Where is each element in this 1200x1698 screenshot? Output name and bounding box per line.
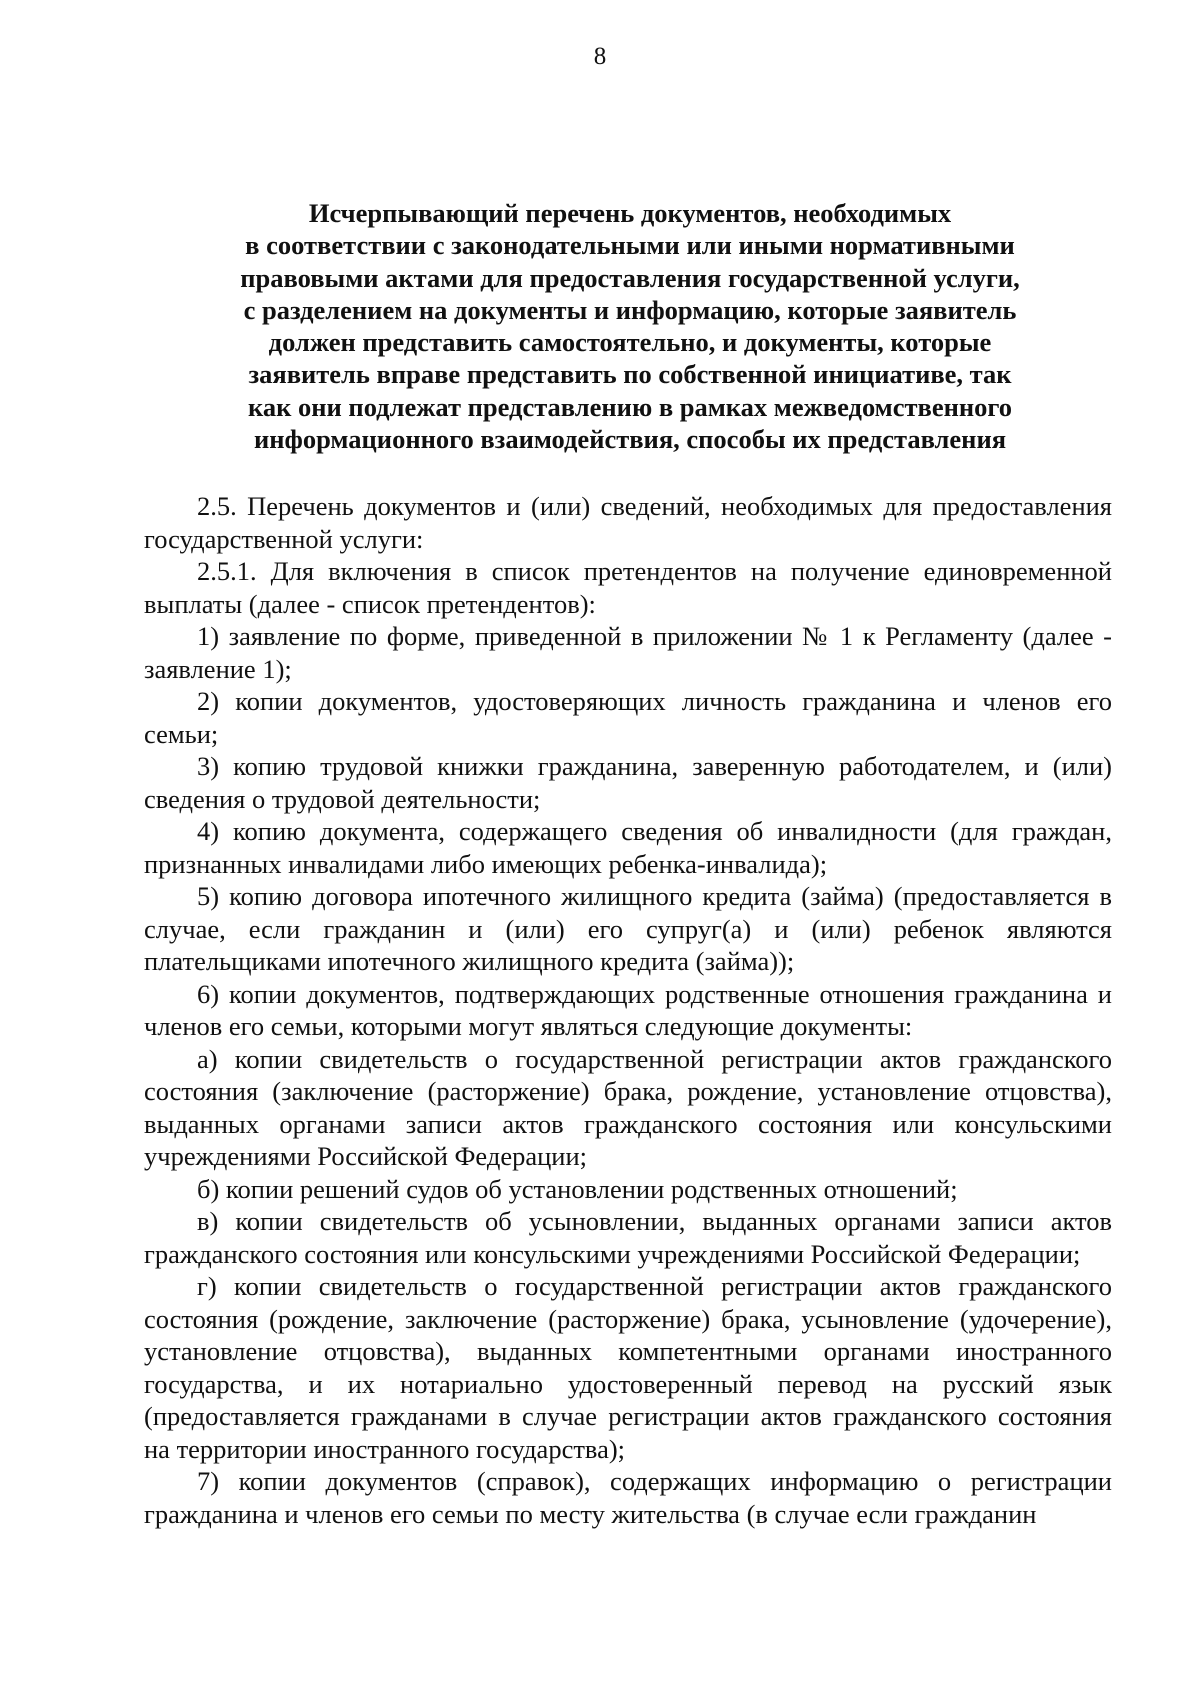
heading-line: должен представить самостоятельно, и документы, которые — [268, 327, 992, 358]
paragraph-2-5-1: 2.5.1. Для включения в список претендентов на получение единовременной выплаты (далее - список претендентов): — [144, 556, 1112, 619]
list-item-7: 7) копии документов (справок), содержащих информацию о регистрации гражданина и членов его семьи по месту жительства (в случае если гражданин — [144, 1466, 1112, 1529]
page-number: 8 — [593, 43, 607, 70]
heading-line: Исчерпывающий перечень документов, необходимых — [308, 198, 952, 228]
list-item-3: 3) копию трудовой книжки гражданина, заверенную работодателем, и (или) сведения о трудовой деятельности; — [144, 751, 1112, 814]
heading-line: как они подлежат представлению в рамках межведомственного — [248, 391, 1012, 422]
heading-line: информационного взаимодействия, способы их представления — [253, 424, 1007, 455]
section-heading — [140, 197, 1120, 455]
document-body — [144, 490, 1112, 1530]
sub-item-b: б) копии решений судов об установлении родственных отношений; — [197, 1173, 958, 1204]
sub-item-a: а) копии свидетельств о государственной регистрации актов гражданского состояния (заключение (расторжение) брака, рождение, установление отцовства), выданных органами записи актов гражданского состояния или консульскими учреждениями Российской Федерации; — [144, 1043, 1112, 1171]
list-item-6: 6) копии документов, подтверждающих родственные отношения гражданина и членов его семьи, которыми могут являться следующие документы: — [144, 978, 1112, 1041]
list-item-2: 2) копии документов, удостоверяющих личность гражданина и членов его семьи; — [144, 686, 1112, 749]
heading-line: с разделением на документы и информацию, которые заявитель — [243, 294, 1017, 325]
list-item-4: 4) копию документа, содержащего сведения об инвалидности (для граждан, признанных инвалидами либо имеющих ребенка-инвалида); — [144, 816, 1112, 879]
list-item-1: 1) заявление по форме, приведенной в приложении № 1 к Регламенту (далее - заявление 1); — [144, 621, 1112, 684]
sub-item-v: в) копии свидетельств об усыновлении, выданных органами записи актов гражданского состояния или консульскими учреждениями Российской Федерации; — [144, 1206, 1112, 1269]
heading-line: заявитель вправе представить по собственной инициативе, так — [248, 359, 1012, 390]
heading-line: правовыми актами для предоставления государственной услуги, — [240, 262, 1020, 293]
sub-item-g: г) копии свидетельств о государственной регистрации актов гражданского состояния (рождение, заключение (расторжение) брака, усыновление (удочерение), установление отцовства), выданных компетентными органами иностранного государства, и их нотариально удостоверенный перевод на русский язык (предоставляется гражданами в случае регистрации актов гражданского состояния на территории иностранного государства); — [144, 1271, 1112, 1464]
paragraph-2-5: 2.5. Перечень документов и (или) сведений, необходимых для предоставления государственной услуги: — [144, 491, 1112, 554]
heading-line: в соответствии с законодательными или иными нормативными — [245, 230, 1015, 261]
list-item-5: 5) копию договора ипотечного жилищного кредита (займа) (предоставляется в случае, если гражданин и (или) его супруг(а) и (или) ребенок являются плательщиками ипотечного жилищного кредита (займа)); — [144, 881, 1112, 976]
